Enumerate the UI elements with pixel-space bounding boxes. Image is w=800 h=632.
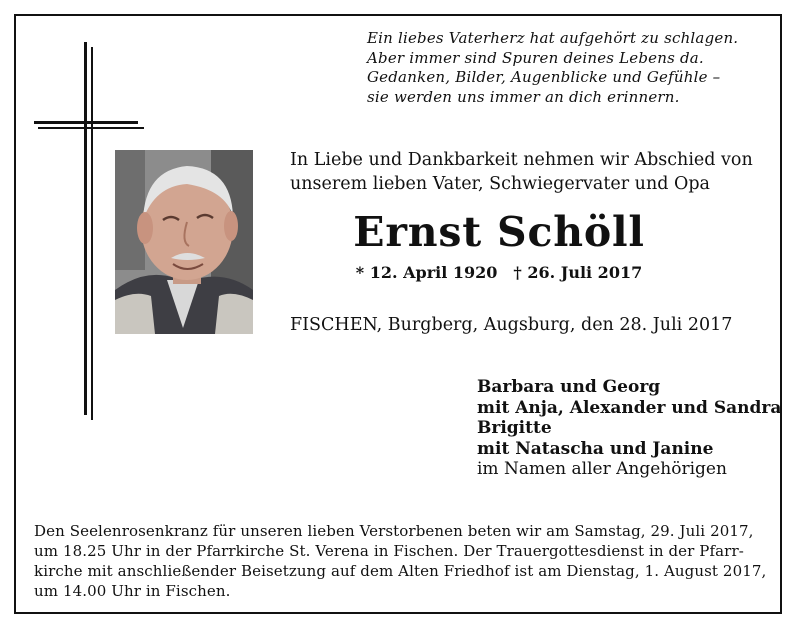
intro-line: unserem lieben Vater, Schwiegervater und Opa	[290, 174, 710, 194]
poem-line: Ein liebes Vaterherz hat aufgehört zu schlagen.	[367, 29, 739, 47]
intro-text	[290, 148, 780, 196]
family-line: Brigitte	[477, 418, 552, 438]
service-notice	[34, 521, 774, 601]
cross-horizontal-bar	[34, 121, 138, 124]
death-date: † 26. Juli 2017	[513, 263, 643, 282]
cross-vertical-bar	[84, 42, 87, 415]
cross-horizontal-shadow	[38, 127, 144, 129]
family-line: mit Natascha und Janine	[477, 438, 714, 459]
poem-line: Gedanken, Bilder, Augenblicke und Gefühle –	[367, 68, 721, 86]
notice-line: kirche mit anschließender Beisetzung auf dem Alten Friedhof ist am Dienstag, 1. August 2017,	[34, 562, 767, 580]
intro-line: In Liebe und Dankbarkeit nehmen wir Abschied von	[290, 150, 753, 170]
notice-line: Den Seelenrosenkranz für unseren lieben Verstorbenen beten wir am Samstag, 29. Juli 2017,	[34, 522, 754, 540]
place-and-date: FISCHEN, Burgberg, Augsburg, den 28. Juli 2017	[290, 315, 733, 335]
portrait-photo	[115, 150, 253, 334]
family-closing: im Namen aller Angehörigen	[477, 459, 727, 479]
deceased-name: Ernst Schöll	[353, 208, 645, 256]
family-signature	[477, 377, 787, 480]
cross-vertical-shadow	[91, 47, 93, 420]
poem-line: sie werden uns immer an dich erinnern.	[367, 87, 680, 106]
birth-date: * 12. April 1920	[355, 263, 498, 282]
poem-line: Aber immer sind Spuren deines Lebens da.	[367, 48, 704, 67]
portrait-image	[115, 150, 253, 334]
family-line: mit Anja, Alexander und Sandra	[477, 397, 782, 418]
notice-line: um 18.25 Uhr in der Pfarrkirche St. Verena in Fischen. Der Trauergottesdienst in der Pfarr-	[34, 542, 744, 560]
notice-line: um 14.00 Uhr in Fischen.	[34, 582, 231, 600]
life-dates	[290, 262, 708, 284]
family-line: Barbara und Georg	[477, 377, 661, 397]
poem	[367, 29, 767, 107]
